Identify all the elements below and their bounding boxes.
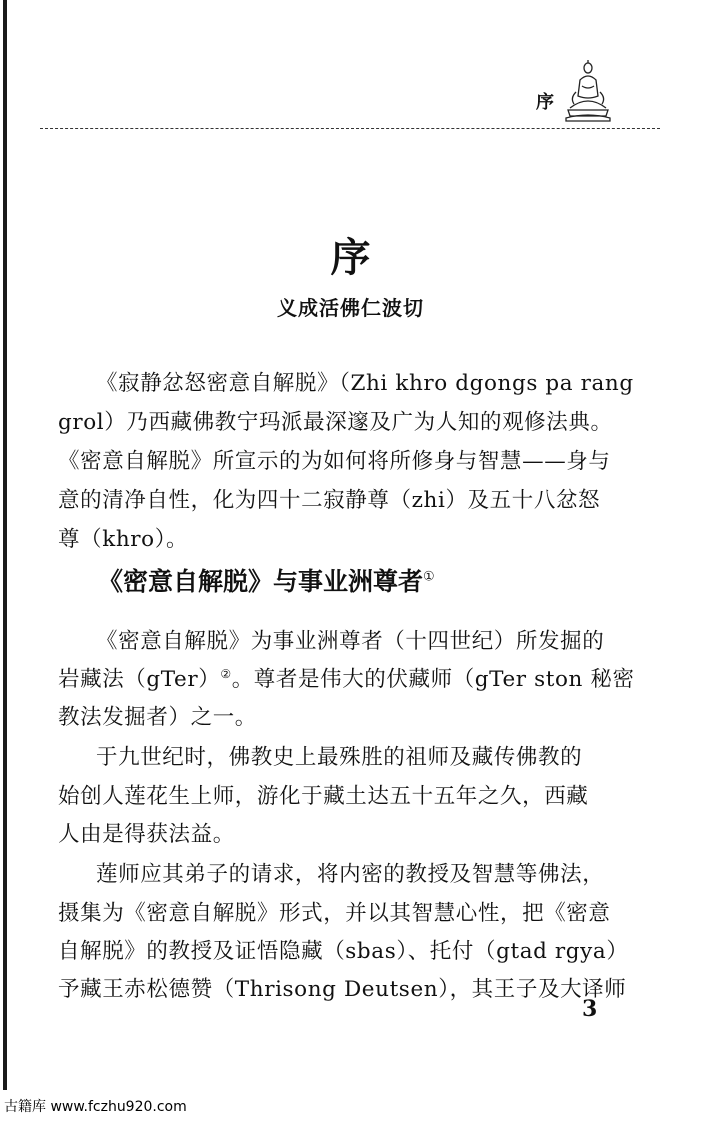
section-heading <box>98 562 435 598</box>
paragraph-line: 《密意自解脱》所宣示的为如何将所修身与智慧——身与 <box>58 449 611 474</box>
paragraph-text: 。尊者是伟大的伏藏师（gTer ston 秘密 <box>231 667 635 692</box>
seated-buddha-icon <box>562 58 614 124</box>
paragraph-line <box>58 662 635 693</box>
author-line: 义成活佛仁波切 <box>277 296 424 320</box>
paragraph-line: 人由是得获法益。 <box>58 822 235 847</box>
header-rule <box>40 128 660 129</box>
footer-watermark: 古籍库 www.fczhu920.com <box>4 1099 187 1115</box>
paragraph-line: 始创人莲花生上师，游化于藏土达五十五年之久，西藏 <box>58 784 589 809</box>
footnote-marker: ② <box>220 666 232 681</box>
paragraph-line: grol）乃西藏佛教宁玛派最深邃及广为人知的观修法典。 <box>58 410 613 435</box>
page-edge-shadow <box>3 0 7 1090</box>
paragraph-text: 岩藏法（gTer） <box>58 667 221 692</box>
paragraph-line: 摄集为《密意自解脱》形式，并以其智慧心性，把《密意 <box>58 901 611 926</box>
page-title: 序 <box>330 235 371 281</box>
paragraph-line: 教法发掘者）之一。 <box>58 705 257 730</box>
paragraph-line: 《密意自解脱》为事业洲尊者（十四世纪）所发掘的 <box>96 629 605 654</box>
footnote-marker: ① <box>423 569 435 585</box>
paragraph-line: 于九世纪时，佛教史上最殊胜的祖师及藏传佛教的 <box>96 745 583 770</box>
paragraph-line: 予藏王赤松德赞（Thrisong Deutsen），其王子及大译师 <box>58 977 627 1002</box>
running-head: 序 <box>536 92 554 113</box>
paragraph-line: 自解脱》的教授及证悟隐藏（sbas）、托付（gtad rgya） <box>58 939 629 964</box>
paragraph-line: 尊（khro）。 <box>58 527 189 552</box>
section-heading-text: 《密意自解脱》与事业洲尊者 <box>98 567 424 596</box>
paragraph-line: 莲师应其弟子的请求，将内密的教授及智慧等佛法， <box>96 862 605 887</box>
paragraph-line: 《寂静忿怒密意自解脱》（Zhi khro dgongs pa rang <box>96 371 634 396</box>
paragraph-line: 意的清净自性，化为四十二寂静尊（zhi）及五十八忿怒 <box>58 488 601 513</box>
page-number: 3 <box>582 996 598 1022</box>
